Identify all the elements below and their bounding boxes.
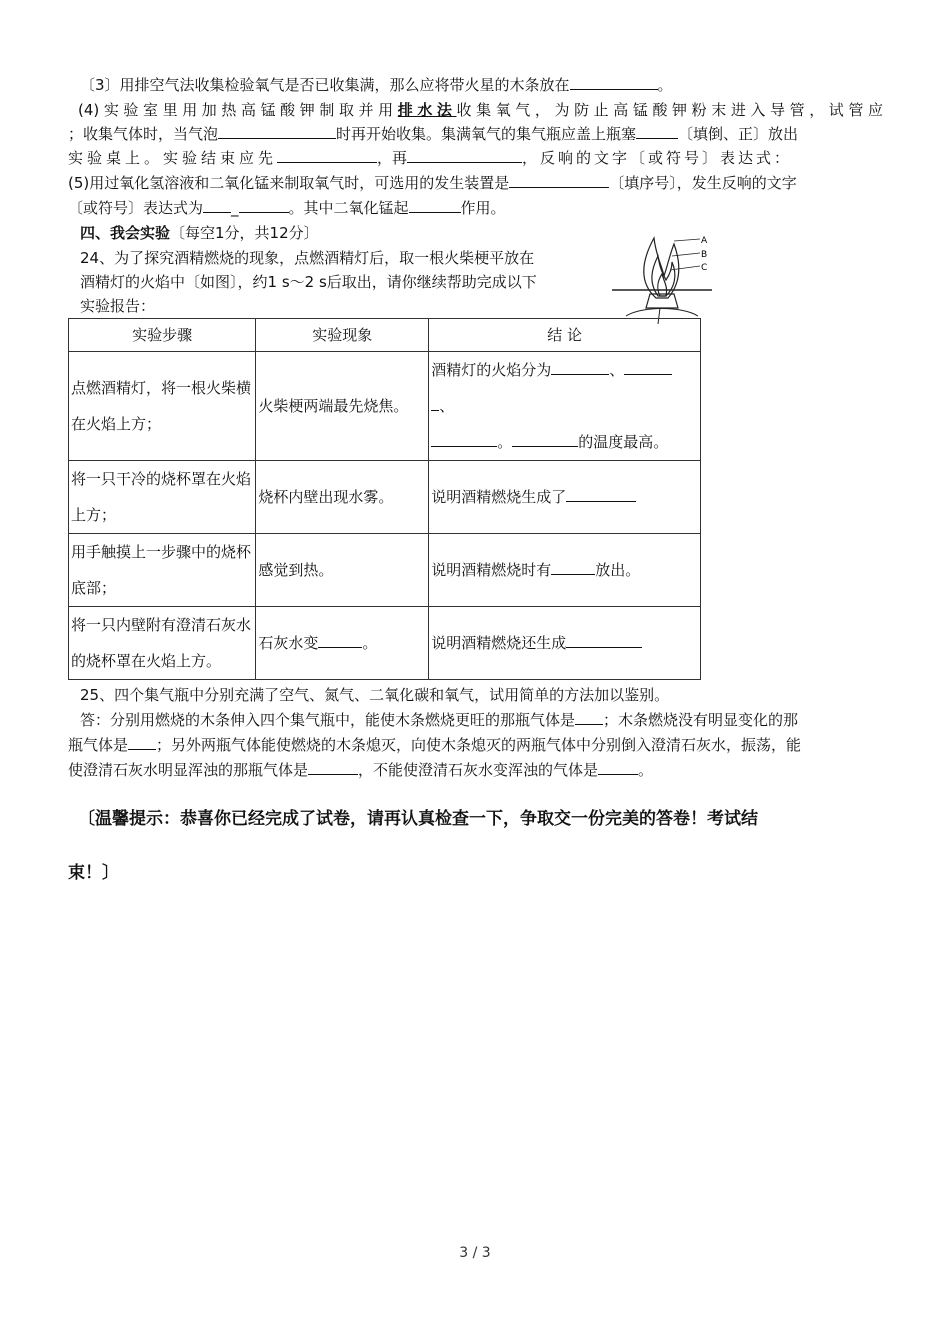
answer-blank[interactable]	[239, 197, 289, 213]
header-phenomenon: 实验现象	[256, 319, 429, 352]
answer-blank[interactable]	[636, 123, 678, 139]
flame-outer	[644, 238, 679, 298]
answer-blank[interactable]	[512, 431, 578, 447]
q25-line3: 瓶气体是 ；另外两瓶气体能使燃烧的木条熄灭，向使木条熄灭的两瓶气体中分别倒入澄清石灰水，振荡，能	[68, 736, 802, 754]
answer-blank[interactable]	[509, 172, 609, 188]
answer-blank[interactable]	[128, 734, 156, 750]
label-a: A	[701, 236, 708, 246]
section-heading	[80, 222, 895, 244]
q25-line2: 答：分别用燃烧的木条伸入四个集气瓶中，能使木条燃烧更旺的那瓶气体是 ；木条燃烧没有明显变化的那	[80, 711, 799, 729]
answer-blank[interactable]	[551, 359, 609, 375]
q25-line1: 25、四个集气瓶中分别充满了空气、氮气、二氧化碳和氧气，试用简单的方法加以鉴别。	[80, 686, 670, 704]
answer-blank[interactable]	[203, 197, 231, 213]
answer-blank[interactable]	[551, 559, 595, 575]
conclusion-cell: 说明酒精燃烧生成了	[429, 461, 701, 534]
phenomenon-cell: 火柴梗两端最先烧焦。	[256, 352, 429, 461]
answer-blank[interactable]	[431, 431, 497, 447]
answer-blank[interactable]	[575, 709, 603, 725]
q4-line1: (4)实验室里用加热高锰酸钾制取并用排水法收集氧气，为防止高锰酸钾粉末进入导管，试管应	[78, 101, 883, 119]
q25-line4: 使澄清石灰水明显浑浊的那瓶气体是 ，不能使澄清石灰水变浑浊的气体是 。	[68, 761, 654, 779]
step-cell: 点燃酒精灯，将一根火柴横在火焰上方；	[69, 352, 256, 461]
answer-blank[interactable]	[407, 147, 522, 163]
answer-blank[interactable]	[598, 759, 638, 775]
tip-line2: 束！〕	[68, 863, 119, 883]
q24-line2: 酒精灯的火焰中〔如图〕，约1 s～2 s后取出，请你继续帮助完成以下	[80, 273, 537, 291]
answer-blank[interactable]	[566, 632, 642, 648]
table-header-row	[69, 319, 701, 352]
step-cell: 将一只内壁附有澄清石灰水的烧杯罩在火焰上方。	[69, 607, 256, 680]
q5-line2: 〔或符号〕表达式为 _ 。其中二氧化锰起 作用。	[68, 199, 506, 217]
answer-blank[interactable]	[308, 759, 358, 775]
header-step: 实验步骤	[69, 319, 256, 352]
table-row	[69, 607, 701, 680]
experiment-report-table	[68, 318, 701, 680]
answer-blank[interactable]	[218, 123, 336, 139]
step-cell: 用手触摸上一步骤中的烧杯底部；	[69, 534, 256, 607]
section-title: 四、我会实验	[80, 224, 171, 242]
lamp-body-top	[626, 309, 698, 317]
answer-blank[interactable]	[570, 74, 658, 90]
page-number: 3 / 3	[459, 1245, 491, 1261]
section-note: 〔每空1分，共12分〕	[170, 224, 319, 242]
label-line-a	[674, 239, 700, 241]
conclusion-cell: 说明酒精燃烧还生成	[429, 607, 701, 680]
q4-line3: 实验桌上。实验结束应先 ，再 ，反响的文字〔或符号〕表达式：	[68, 149, 793, 167]
label-line-b	[672, 253, 700, 256]
drainage-method-emphasis: 排水法	[397, 101, 457, 119]
answer-blank[interactable]	[318, 632, 362, 648]
answer-blank[interactable]	[624, 359, 672, 375]
tip-line1: 〔温馨提示：恭喜你已经完成了试卷，请再认真检查一下，争取交一份完美的答卷！考试结	[78, 809, 758, 829]
label-c: C	[701, 263, 708, 273]
step-cell: 将一只干冷的烧杯罩在火焰上方；	[69, 461, 256, 534]
header-conclusion: 结 论	[429, 319, 701, 352]
table-row	[69, 534, 701, 607]
conclusion-cell: 酒精灯的火焰分为 、 、 。 的温度最高。	[429, 352, 701, 461]
alcohol-lamp-flame-figure	[612, 236, 712, 326]
table-row	[69, 461, 701, 534]
label-b: B	[701, 250, 708, 260]
q3-line: 〔3〕用排空气法收集检验氧气是否已收集满，那么应将带火星的木条放在 。	[80, 76, 673, 94]
q3-text: 〔3〕用排空气法收集检验氧气是否已收集满，那么应将带火星的木条放在	[80, 76, 570, 94]
phenomenon-cell: 石灰水变 。	[256, 607, 429, 680]
answer-blank[interactable]	[277, 147, 377, 163]
table-row	[69, 352, 701, 461]
phenomenon-cell: 感觉到热。	[256, 534, 429, 607]
answer-blank[interactable]	[566, 486, 636, 502]
q24-line1: 24、为了探究酒精燃烧的现象，点燃酒精灯后，取一根火柴梗平放在	[80, 249, 535, 267]
q4-line2: ；收集气体时，当气泡 时再开始收集。集满氧气的集气瓶应盖上瓶塞 〔填倒、正〕放出	[68, 125, 799, 143]
closing-tip	[68, 792, 883, 900]
phenomenon-cell: 烧杯内壁出现水雾。	[256, 461, 429, 534]
conclusion-cell: 说明酒精燃烧时有 放出。	[429, 534, 701, 607]
q5-line1: (5)用过氧化氢溶液和二氧化锰来制取氧气时，可选用的发生装置是 〔填序号〕，发生反响的文字	[68, 174, 797, 192]
q24-line3: 实验报告：	[80, 297, 156, 315]
answer-blank[interactable]	[409, 197, 461, 213]
